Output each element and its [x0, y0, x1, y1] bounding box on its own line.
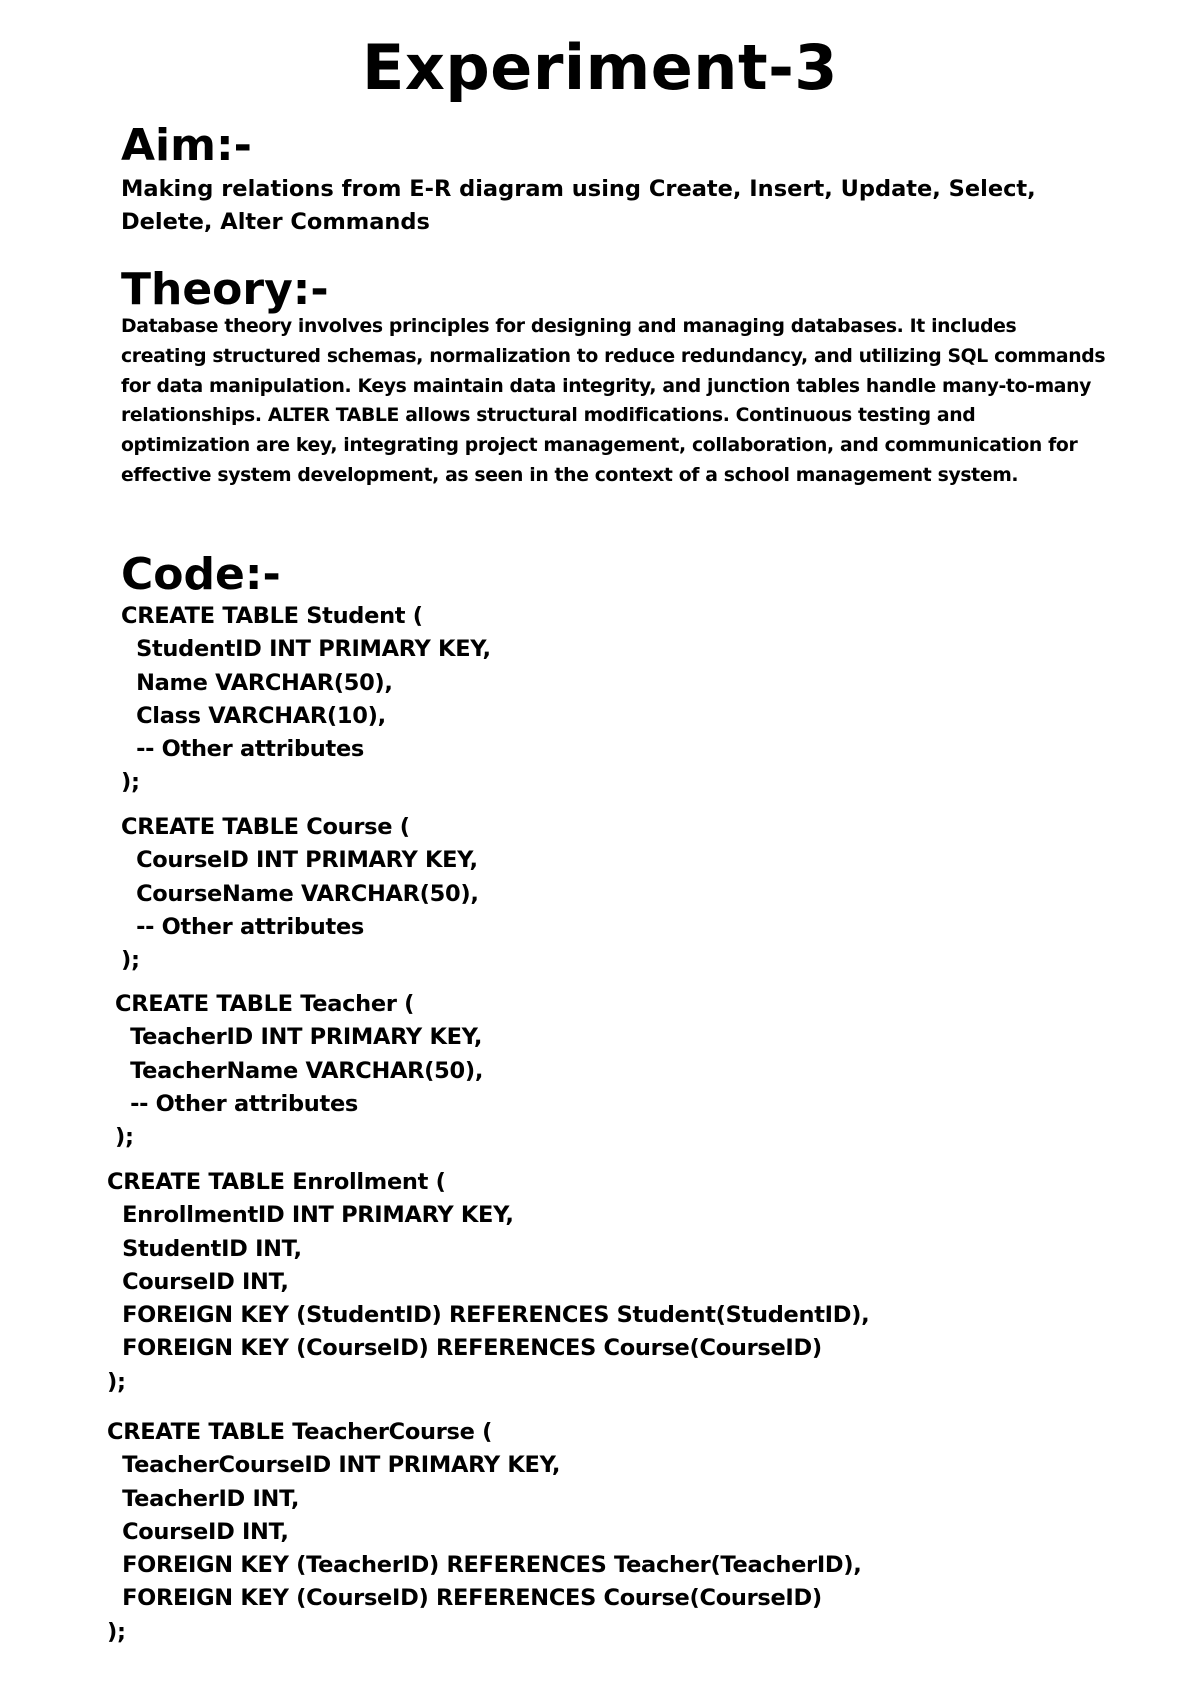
theory-text: Database theory involves principles for designing and managing databases. It includes creating structured schemas, normalization to reduce redundancy, and utilizing SQL commands for data manipulation. Keys maintain data integrity, and junction tables handle many-to-many relationships. ALTER TABLE allows structural modifications. Continuous testing and optimization are key, integrating project management, collaboration, and communication for effective system development, as seen in the context of a school management system. — [121, 316, 1106, 486]
code-create-enrollment: CREATE TABLE Enrollment ( EnrollmentID INT PRIMARY KEY, StudentID INT, CourseID INT, FOREIGN KEY (StudentID) REFERENCES Student(StudentID), FOREIGN KEY (CourseID) REFERENCES Course(CourseID) ); — [107, 1169, 870, 1395]
page-title: Experiment-3 — [362, 31, 838, 104]
code-create-course: CREATE TABLE Course ( CourseID INT PRIMARY KEY, CourseName VARCHAR(50), -- Other attributes ); — [121, 814, 479, 974]
code-create-teachercourse: CREATE TABLE TeacherCourse ( TeacherCourseID INT PRIMARY KEY, TeacherID INT, CourseID INT, FOREIGN KEY (TeacherID) REFERENCES Teacher(TeacherID), FOREIGN KEY (CourseID) REFERENCES Course(CourseID) ); — [107, 1419, 862, 1645]
theory-heading: Theory:- — [121, 264, 329, 315]
aim-text: Making relations from E-R diagram using Create, Insert, Update, Select, Delete, Alter Commands — [121, 176, 1036, 235]
code-create-student: CREATE TABLE Student ( StudentID INT PRIMARY KEY, Name VARCHAR(50), Class VARCHAR(10), -- Other attributes ); — [121, 603, 491, 796]
aim-heading: Aim:- — [121, 120, 252, 171]
code-create-teacher: CREATE TABLE Teacher ( TeacherID INT PRIMARY KEY, TeacherName VARCHAR(50), -- Other attributes ); — [115, 991, 484, 1151]
code-heading: Code:- — [121, 549, 281, 600]
